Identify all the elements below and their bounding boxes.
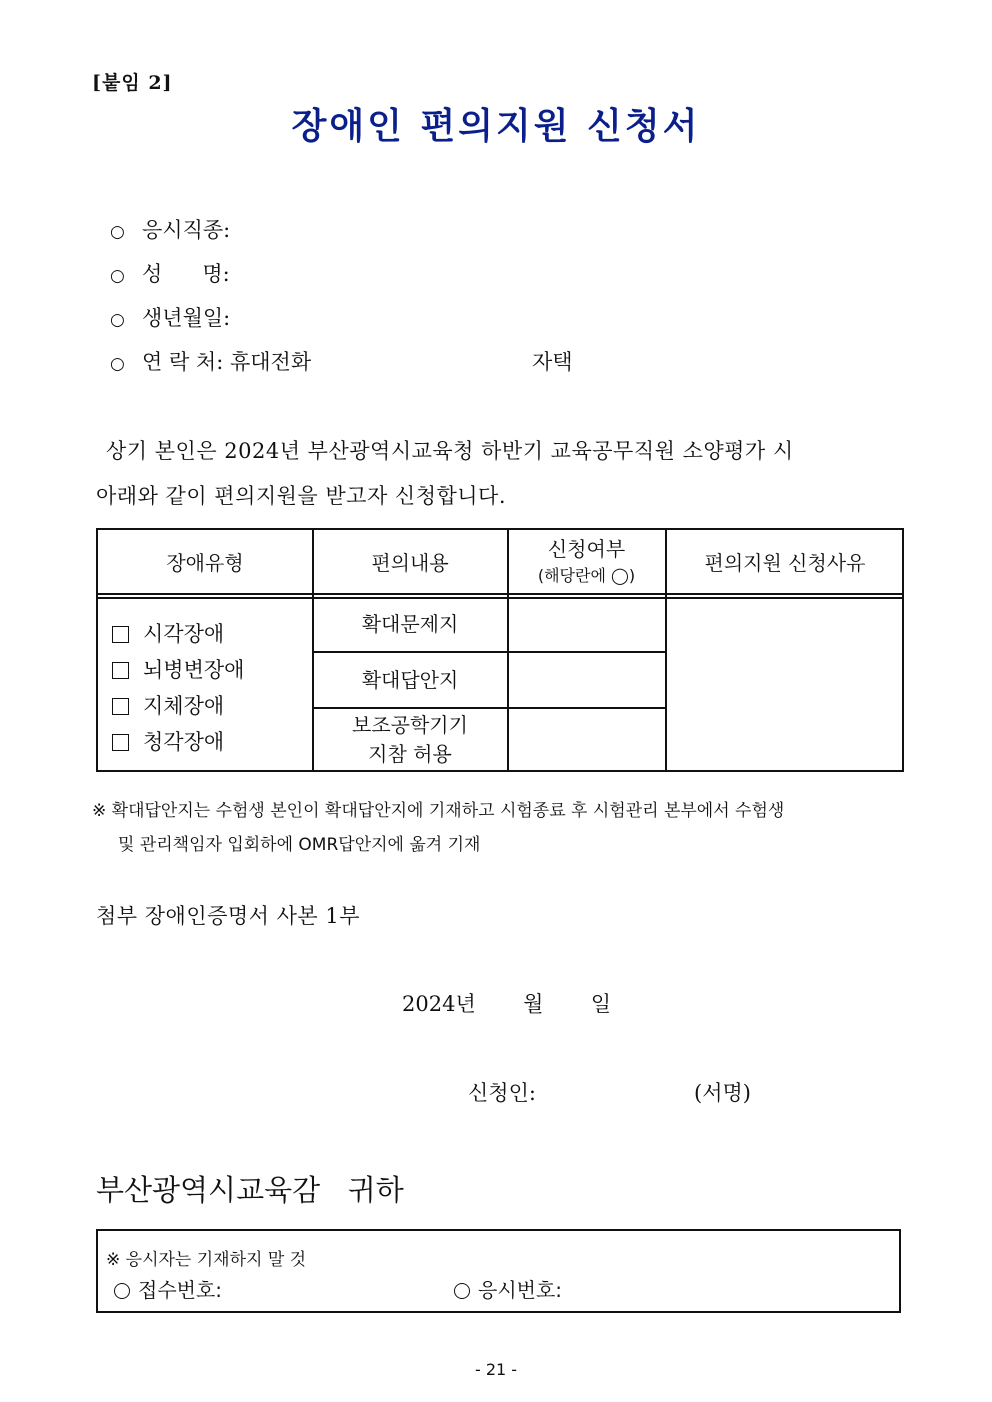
bullet-icon: ○ xyxy=(110,354,125,374)
bullet-icon: ○ xyxy=(110,310,125,330)
support-item-assistive-1: 보조공학기기 xyxy=(352,713,468,737)
checkbox-icon[interactable] xyxy=(112,662,129,679)
attachment-label: [붙임 2] xyxy=(92,72,173,94)
checkbox-label: 지체장애 xyxy=(143,694,225,718)
date-year: 2024년 xyxy=(402,992,476,1016)
checkbox-label: 시각장애 xyxy=(143,622,225,646)
field-contact-home: 자택 xyxy=(532,350,573,374)
header-request: 신청여부 xyxy=(547,537,626,561)
field-name xyxy=(110,258,230,288)
checkbox-icon[interactable] xyxy=(112,626,129,643)
date-month: 월 xyxy=(523,992,544,1016)
bullet-icon: ○ xyxy=(110,266,125,286)
header-reason: 편의지원 신청사유 xyxy=(704,551,866,575)
header-disability-type: 장애유형 xyxy=(166,551,244,575)
checkbox-label: 뇌병변장애 xyxy=(143,658,245,682)
date-day: 일 xyxy=(590,992,612,1016)
field-birthdate xyxy=(110,302,230,332)
attachment-line: 첨부 장애인증명서 사본 1부 xyxy=(96,904,361,928)
office-box-note: ※ 응시자는 기재하지 말 것 xyxy=(106,1250,307,1270)
document-title: 장애인 편의지원 신청서 xyxy=(291,106,701,147)
field-label: 응시직종: xyxy=(142,218,231,242)
checkbox-visual[interactable] xyxy=(112,618,224,648)
checkbox-icon[interactable] xyxy=(112,698,129,715)
checkbox-physical[interactable] xyxy=(112,690,224,720)
checkbox-icon[interactable] xyxy=(112,734,129,751)
signature-label: 신청인: xyxy=(468,1081,536,1105)
field-contact xyxy=(110,346,670,376)
field-label: 성 명: xyxy=(142,262,230,286)
addressee: 부산광역시교육감 귀하 xyxy=(96,1173,404,1207)
office-use-box xyxy=(96,1229,901,1313)
support-table xyxy=(96,528,904,772)
checkbox-brain[interactable] xyxy=(112,654,244,684)
receipt-number-label: 접수번호: xyxy=(138,1278,223,1302)
signature-mark: (서명) xyxy=(694,1081,751,1105)
statement-line-1: 상기 본인은 2024년 부산광역시교육청 하반기 교육공무직원 소양평가 시 xyxy=(106,439,794,463)
page-number: - 21 - xyxy=(474,1360,518,1379)
support-item-large-answer: 확대답안지 xyxy=(361,668,459,692)
bullet-icon: ○ xyxy=(110,222,125,242)
field-label: 연 락 처: 휴대전화 xyxy=(142,350,312,374)
circle-icon xyxy=(114,1283,130,1299)
note-line-2: 및 관리책임자 입회하에 OMR답안지에 옮겨 기재 xyxy=(118,835,481,855)
support-item-assistive-2: 지참 허용 xyxy=(368,742,452,766)
statement-line-2: 아래와 같이 편의지원을 받고자 신청합니다. xyxy=(96,484,507,508)
field-label: 생년월일: xyxy=(142,306,231,330)
header-request-sub: (해당란에 ◯) xyxy=(537,566,636,585)
exam-number-label: 응시번호: xyxy=(478,1278,563,1302)
circle-icon xyxy=(454,1283,470,1299)
exam-number-field xyxy=(454,1274,562,1303)
field-exam-job xyxy=(110,214,230,244)
checkbox-label: 청각장애 xyxy=(143,730,225,754)
header-support-content: 편의내용 xyxy=(371,551,449,575)
note-line-1: ※ 확대답안지는 수험생 본인이 확대답안지에 기재하고 시험종료 후 시험관리 본부에서 수험생 xyxy=(92,801,785,821)
date-line xyxy=(402,988,611,1018)
checkbox-hearing[interactable] xyxy=(112,726,224,756)
receipt-number-field xyxy=(114,1274,222,1303)
support-item-large-question: 확대문제지 xyxy=(361,612,459,636)
